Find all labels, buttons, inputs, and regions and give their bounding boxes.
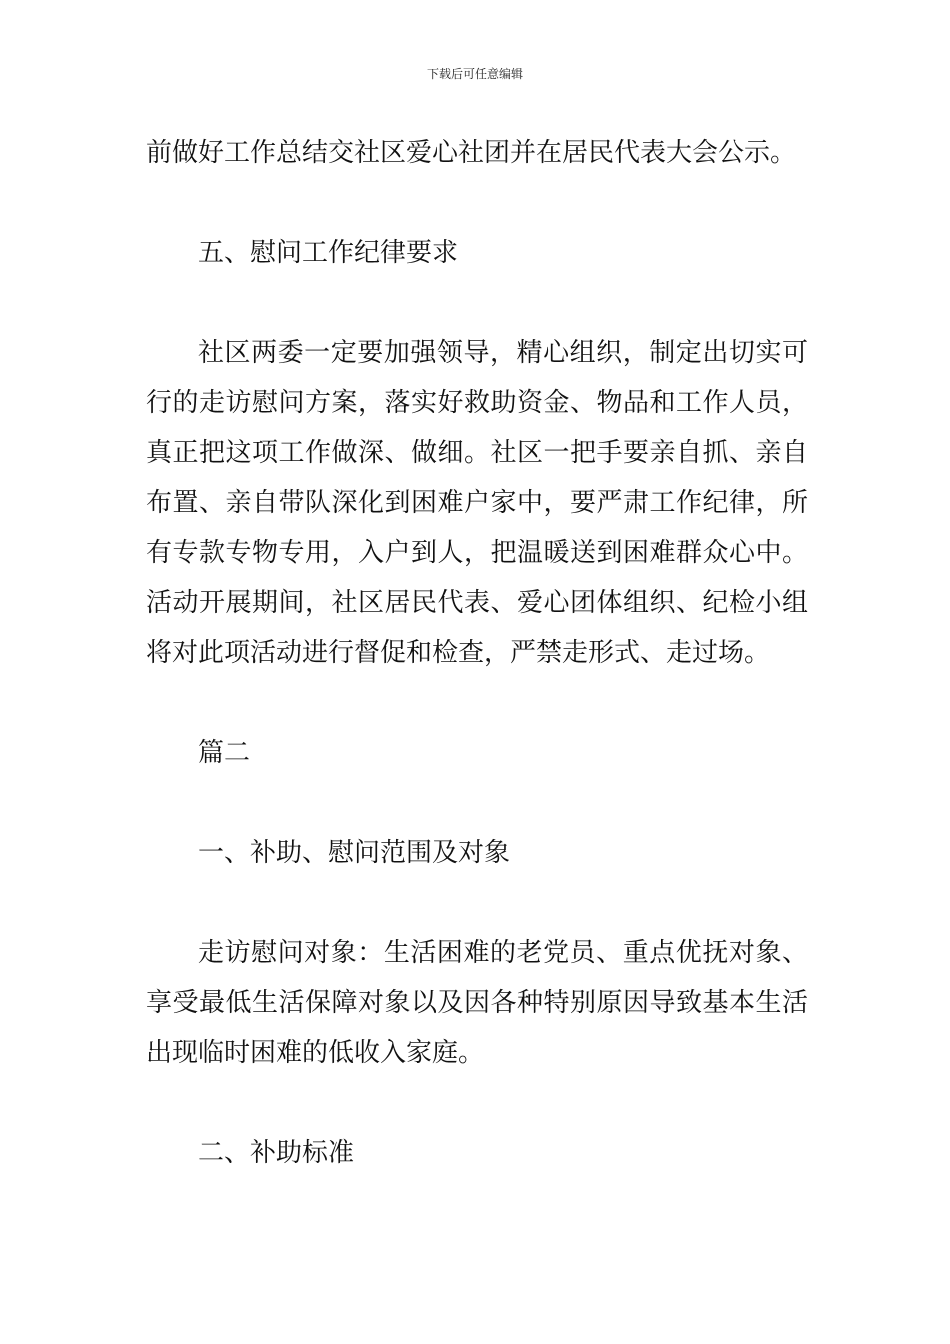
paragraph-gap: [146, 278, 808, 328]
paragraph-gap: [146, 178, 808, 228]
paragraph-1: 前做好工作总结交社区爱心社团并在居民代表大会公示。: [146, 138, 797, 168]
paragraph-gap: [146, 678, 808, 728]
page-header-note: 下载后可任意编辑: [426, 67, 523, 81]
section-title: 篇二: [198, 738, 251, 768]
heading-section-2: 二、补助标准: [198, 1138, 355, 1168]
paragraph-gap: [146, 878, 808, 928]
paragraph-gap: [146, 1078, 808, 1128]
heading-section-1: 一、补助、慰问范围及对象: [198, 838, 511, 868]
paragraph-3: 走访慰问对象：生活困难的老党员、重点优抚对象、享受最低生活保障对象以及因各种特别原因导致基本生活出现临时困难的低收入家庭。: [146, 938, 808, 1068]
paragraph-gap: [146, 778, 808, 828]
paragraph-2: 社区两委一定要加强领导，精心组织，制定出切实可行的走访慰问方案，落实好救助资金、物品和工作人员，真正把这项工作做深、做细。社区一把手要亲自抓、亲自布置、亲自带队深化到困难户家中，要严肃工作纪律，所有专款专物专用，入户到人，把温暖送到困难群众心中。活动开展期间，社区居民代表、爱心团体组织、纪检小组将对此项活动进行督促和检查，严禁走形式、走过场。: [146, 338, 808, 668]
document-body: [146, 128, 808, 1178]
heading-section-5: 五、慰问工作纪律要求: [198, 238, 459, 268]
